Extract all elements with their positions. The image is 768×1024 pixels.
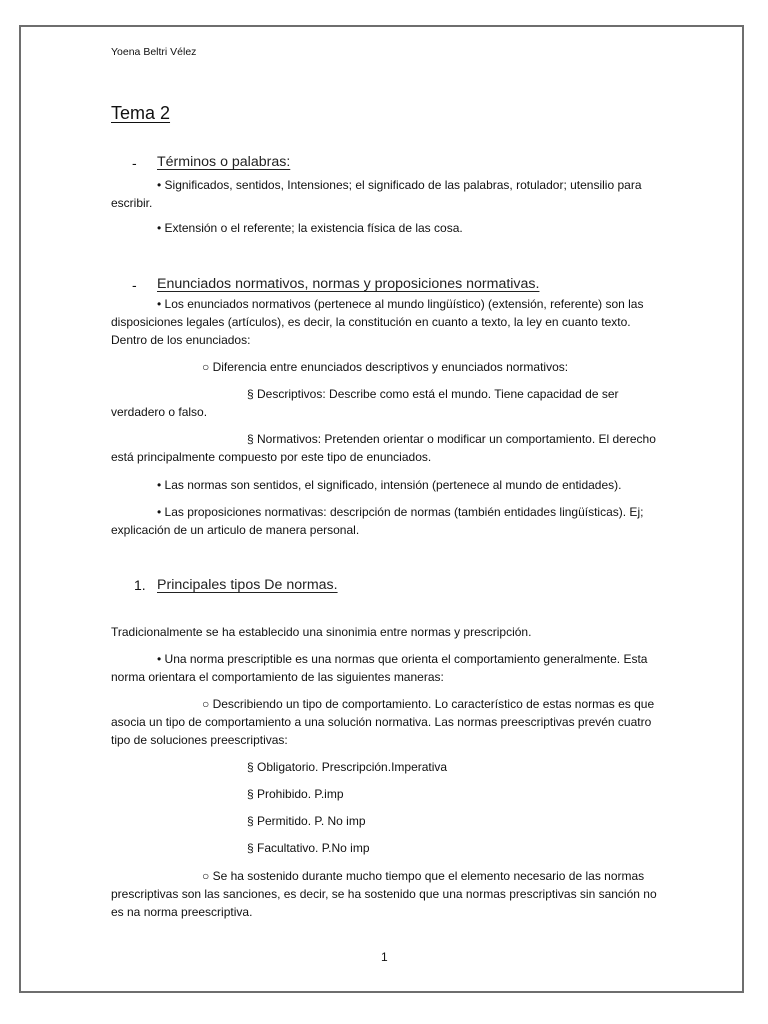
section-3-item-2: • Una norma prescriptible es una normas que orienta el comportamiento generalmente. Esta norma orientara el comportamiento de las siguientes maneras: bbox=[111, 652, 648, 684]
section-3-item-8: ○ Se ha sostenido durante mucho tiempo que el elemento necesario de las normas prescriptivas son las sanciones, es decir, se ha sostenido que una normas prescriptivas sin sanción no es na norma preescriptiva. bbox=[111, 869, 657, 919]
page-number: 1 bbox=[381, 950, 388, 964]
section-1-heading: Términos o palabras: bbox=[157, 154, 291, 170]
document-page bbox=[19, 25, 744, 993]
section-2-item-4: § Normativos: Pretenden orientar o modificar un comportamiento. El derecho está principalmente compuesto por este tipo de enunciados. bbox=[111, 432, 656, 464]
section-1-item-2: • Extensión o el referente; la existencia física de las cosa. bbox=[157, 221, 463, 235]
section-3-item-4: § Obligatorio. Prescripción.Imperativa bbox=[247, 760, 448, 774]
section-2-heading: Enunciados normativos, normas y proposiciones normativas. bbox=[157, 276, 540, 292]
section-2-item-1: • Los enunciados normativos (pertenece al mundo lingüístico) (extensión, referente) son las disposiciones legales (artículos), es decir, la constitución en cuanto a texto, la ley en cuanto texto. Dentro de los enunciados: bbox=[111, 297, 644, 347]
section-3-item-3: ○ Describiendo un tipo de comportamiento. Lo característico de estas normas es que asocia un tipo de comportamiento a una solución normativa. Las normas preescriptivas prevén cuatro tipo de soluciones preescriptivas: bbox=[111, 697, 655, 747]
section-3-number: 1. bbox=[134, 577, 146, 593]
section-2-item-2: ○ Diferencia entre enunciados descriptivos y enunciados normativos: bbox=[202, 360, 569, 374]
section-2-item-3: § Descriptivos: Describe como está el mundo. Tiene capacidad de ser verdadero o falso. bbox=[111, 387, 619, 419]
section-3-item-6: § Permitido. P. No imp bbox=[247, 814, 366, 828]
section-2-item-6: • Las proposiciones normativas: descripción de normas (también entidades lingüísticas). Ej; explicación de un articulo de manera personal. bbox=[111, 505, 644, 537]
page-title: Tema 2 bbox=[111, 103, 171, 123]
section-3-item-5: § Prohibido. P.imp bbox=[247, 787, 344, 801]
section-1-item-1: • Significados, sentidos, Intensiones; el significado de las palabras, rotulador; utensilio para escribir. bbox=[111, 178, 642, 210]
section-3-item-1: Tradicionalmente se ha establecido una sinonimia entre normas y prescripción. bbox=[111, 625, 532, 639]
section-2-item-5: • Las normas son sentidos, el significado, intensión (pertenece al mundo de entidades). bbox=[157, 478, 622, 492]
section-2-dash: - bbox=[132, 277, 137, 293]
author-name: Yoena Beltri Vélez bbox=[111, 46, 197, 58]
section-1-dash: - bbox=[132, 155, 137, 171]
section-3-heading: Principales tipos De normas. bbox=[157, 577, 338, 593]
section-3-item-7: § Facultativo. P.No imp bbox=[247, 841, 370, 855]
